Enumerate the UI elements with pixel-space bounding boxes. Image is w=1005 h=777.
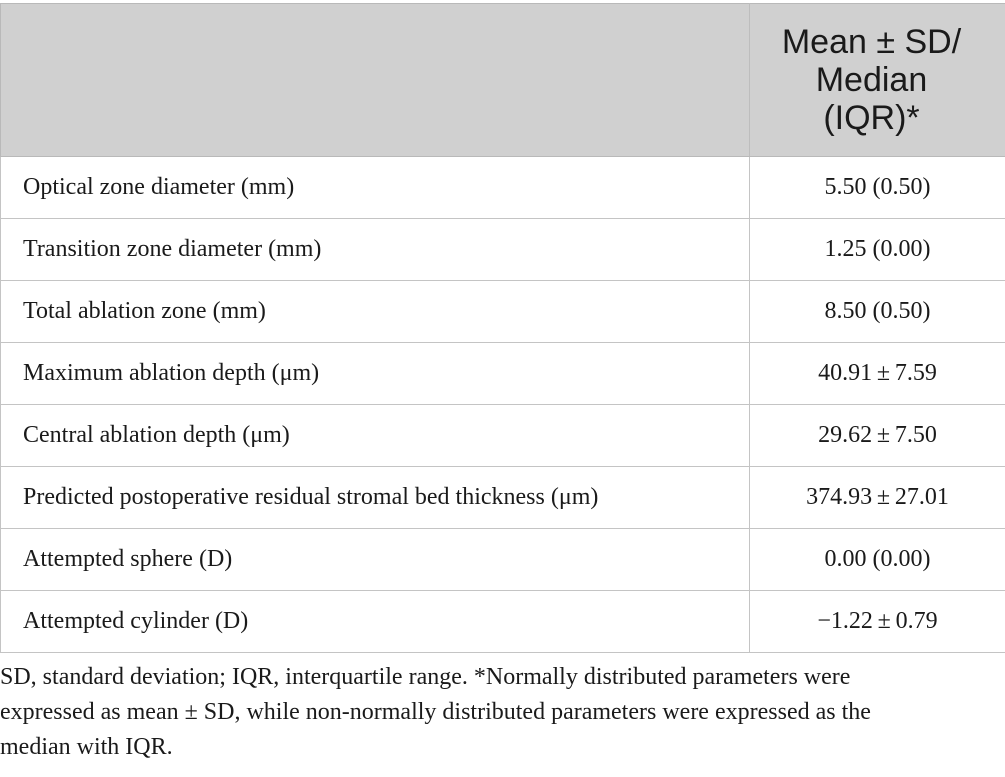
row-parameter-label: Optical zone diameter (mm): [1, 157, 750, 219]
header-line-2: Median: [815, 61, 928, 99]
header-parameter-cell: [1, 4, 750, 157]
header-row: [1, 4, 1005, 157]
row-value: 1.25 (0.00): [750, 219, 1005, 281]
table-row: [1, 157, 1005, 219]
row-parameter-label: Attempted sphere (D): [1, 529, 750, 591]
footnote-line-2: expressed as mean ± SD, while non-normally distributed parameters were expressed as the: [0, 699, 871, 725]
header-statistic-cell: [750, 4, 1005, 157]
row-value: 0.00 (0.00): [750, 529, 1005, 591]
row-value: 40.91 ± 7.59: [750, 343, 1005, 405]
header-line-1: Mean ± SD/: [781, 23, 962, 61]
row-parameter-label: Predicted postoperative residual stromal bed thickness (μm): [1, 467, 750, 529]
row-parameter-label: Transition zone diameter (mm): [1, 219, 750, 281]
row-parameter-label: Maximum ablation depth (μm): [1, 343, 750, 405]
row-parameter-label: Total ablation zone (mm): [1, 281, 750, 343]
row-value: 8.50 (0.50): [750, 281, 1005, 343]
table-row: [1, 343, 1005, 405]
ablation-parameters-table: [0, 3, 1005, 653]
row-value: 29.62 ± 7.50: [750, 405, 1005, 467]
header-line-3: (IQR)*: [823, 99, 920, 137]
row-value: 374.93 ± 27.01: [750, 467, 1005, 529]
table-header: [1, 4, 1005, 157]
table-body: [1, 157, 1005, 653]
footnote-line-3: median with IQR.: [0, 734, 173, 760]
table-row: [1, 405, 1005, 467]
table-row: [1, 529, 1005, 591]
footnote-line-1: SD, standard deviation; IQR, interquartile range. *Normally distributed parameters were: [0, 664, 851, 690]
row-value: 5.50 (0.50): [750, 157, 1005, 219]
table-footnote: [0, 660, 1000, 765]
table-row: [1, 467, 1005, 529]
table-row: [1, 281, 1005, 343]
data-table-container: [0, 3, 1005, 653]
table-row: [1, 591, 1005, 653]
table-row: [1, 219, 1005, 281]
row-parameter-label: Central ablation depth (μm): [1, 405, 750, 467]
row-value: −1.22 ± 0.79: [750, 591, 1005, 653]
row-parameter-label: Attempted cylinder (D): [1, 591, 750, 653]
